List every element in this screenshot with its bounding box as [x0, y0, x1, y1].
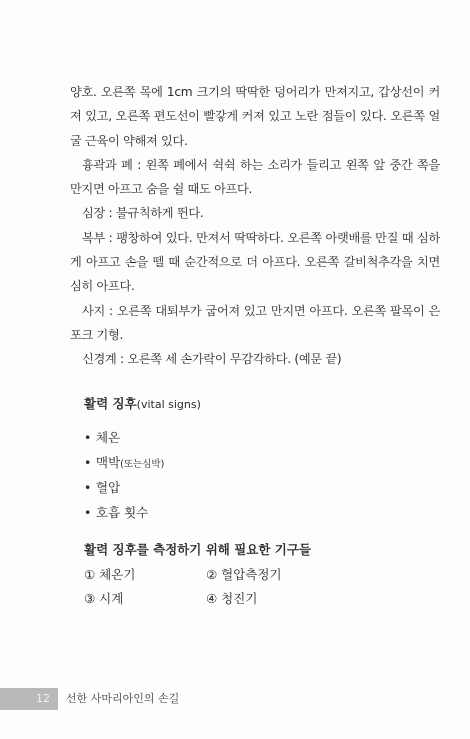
list-item: • 호흡 횟수	[84, 505, 149, 520]
vital-signs-list	[84, 426, 201, 525]
list-item: • 혈압	[84, 480, 121, 495]
instrument-bp-monitor: ② 혈압측정기	[206, 567, 282, 582]
paragraph-extremities: 사지 : 오른쪽 대퇴부가 굽어져 있고 만지면 아프다. 오른쪽 팔목이 은포크 기형.	[70, 303, 440, 342]
vital-signs-section	[84, 394, 201, 526]
paragraph-abdomen: 복부 : 팽창하여 있다. 만져서 딱딱하다. 오른쪽 아랫배를 만질 때 심하게 아프고 손을 뗄 때 순간적으로 더 아프다. 오른쪽 갈비척추각을 치면 심히 아프다.	[70, 230, 440, 294]
instrument-stethoscope: ④ 청진기	[206, 591, 258, 606]
list-item: • 체온	[84, 430, 121, 445]
instruments-list	[84, 566, 384, 608]
paragraph-heart: 심장 : 불규칙하게 뛴다.	[82, 206, 204, 221]
vital-signs-heading: 활력 징후(vital signs)	[84, 396, 201, 411]
paragraph-chest-lungs: 흉곽과 폐 : 왼쪽 폐에서 쉭쉭 하는 소리가 들리고 왼쪽 앞 중간 쪽을 만지면 아프고 숨을 쉴 때도 아프다.	[70, 157, 440, 197]
instruments-section	[84, 540, 384, 608]
instrument-thermometer: ① 체온기	[84, 567, 136, 582]
paragraph-neuro: 신경계 : 오른쪽 세 손가락이 무감각하다. (예문 끝)	[82, 352, 342, 367]
exam-findings-text	[70, 80, 440, 372]
instrument-watch: ③ 시계	[84, 591, 124, 606]
page-number: 12	[0, 688, 58, 710]
page-footer	[0, 688, 470, 710]
list-item: • 맥박(또는심박)	[84, 455, 165, 470]
instruments-heading: 활력 징후를 측정하기 위해 필요한 기구들	[84, 542, 312, 557]
running-title: 선한 사마리아인의 손길	[66, 692, 180, 705]
paragraph-neck: 양호. 오른쪽 목에 1cm 크기의 딱딱한 덩어리가 만져지고, 갑상선이 커져 있고, 오른쪽 편도선이 빨갛게 커져 있고 노란 점들이 있다. 오른쪽 얼굴 근육이 약해져 있다.	[70, 85, 440, 148]
